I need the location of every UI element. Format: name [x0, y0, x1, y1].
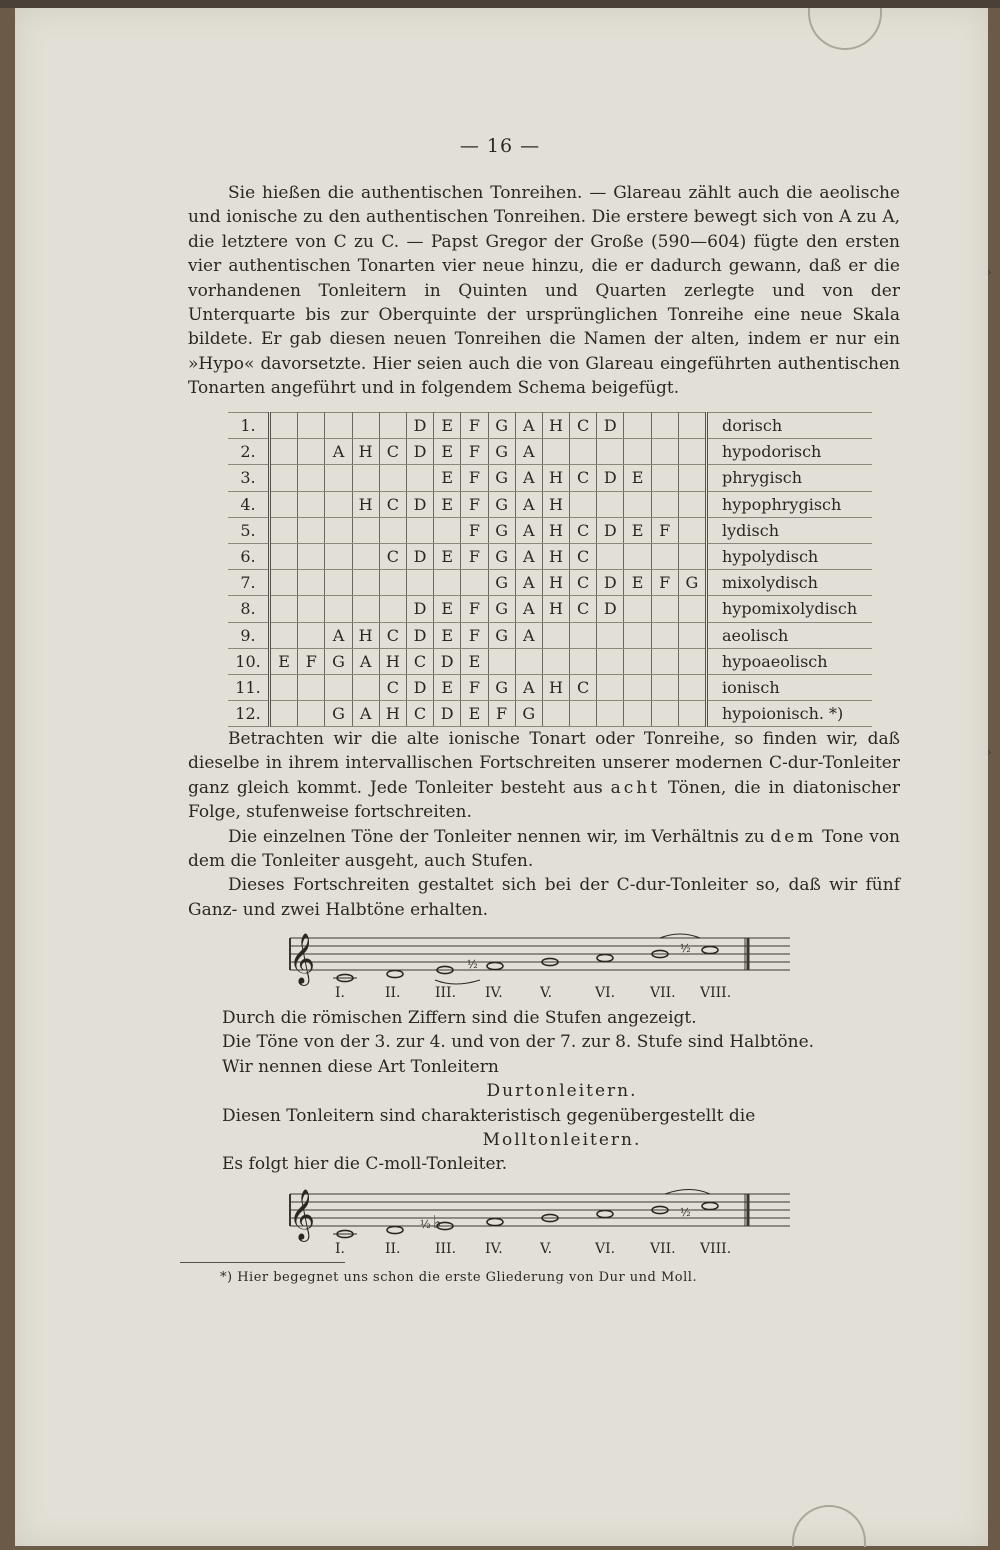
mode-note-cell — [624, 543, 651, 569]
mode-note-cell: C — [379, 543, 406, 569]
mode-number: 10. — [228, 648, 270, 674]
mode-note-cell — [624, 701, 651, 727]
scale-degree-label: VII. — [650, 1241, 676, 1257]
mode-note-cell: F — [461, 465, 488, 491]
scale-degree-label: VIII. — [700, 1241, 732, 1257]
whole-note — [702, 1202, 718, 1209]
mode-row — [228, 674, 872, 700]
scale-degree-label: VIII. — [700, 985, 732, 1001]
mode-note-cell — [542, 648, 569, 674]
mode-name: hypolydisch — [707, 543, 873, 569]
mode-name: mixolydisch — [707, 570, 873, 596]
whole-note — [387, 1226, 403, 1233]
mode-note-cell — [570, 439, 597, 465]
mode-note-cell: C — [406, 648, 433, 674]
mode-note-cell — [678, 439, 706, 465]
mode-note-cell — [270, 517, 298, 543]
mode-note-cell — [651, 491, 678, 517]
paragraph-3-a: Die einzelnen Töne der Tonleiter nennen wir, im Verhältnis zu — [228, 826, 765, 847]
mode-note-cell: A — [325, 622, 352, 648]
paragraph-1: Sie hießen die authentischen Tonreihen. — Glareau zählt auch die aeolische und ionische zu den authentischen Tonreihen. Die erstere bewegt sich von A zu A, die letztere von C zu C. — Papst Gregor der Große (590—604) fügte den ersten vier authentischen Tonarten vier neue hinzu, die er dadurch gewann, daß er die vorhandenen Tonleitern in Quinten und Quarten zerlegte und von der Unterquarte bis zur Oberquinte der ursprünglichen Tonreihe eine neue Skala bildete. Er gab diesen neuen Tonreihen die Namen der alten, indem er nur ein »Hypo« davorsetzte. Hier seien auch die von Glareau eingeführten authentischen Tonarten angeführt und in folgendem Schema beigefügt. — [188, 183, 900, 399]
mode-note-cell — [352, 543, 379, 569]
mode-note-cell: A — [515, 622, 542, 648]
paragraph-block-3 — [222, 1006, 902, 1177]
scale-degree-label: II. — [385, 985, 401, 1001]
mode-note-cell: G — [515, 701, 542, 727]
mode-note-cell: E — [434, 491, 461, 517]
mode-note-cell — [597, 491, 624, 517]
mode-note-cell: D — [406, 413, 433, 439]
mode-note-cell: C — [406, 701, 433, 727]
mode-note-cell: D — [434, 648, 461, 674]
footnote: *) Hier begegnet uns schon die erste Gliederung von Dur und Moll. — [220, 1270, 698, 1285]
mode-note-cell: D — [597, 570, 624, 596]
mode-row — [228, 570, 872, 596]
mode-number: 12. — [228, 701, 270, 727]
mode-note-cell: H — [352, 491, 379, 517]
mode-note-cell — [298, 543, 325, 569]
mode-note-cell — [651, 701, 678, 727]
mode-note-cell: F — [651, 517, 678, 543]
mode-note-cell: G — [488, 439, 515, 465]
mode-name: hypodorisch — [707, 439, 873, 465]
mode-note-cell: D — [406, 439, 433, 465]
mode-note-cell: F — [461, 439, 488, 465]
paragraph-3 — [188, 825, 900, 874]
mode-note-cell: G — [488, 491, 515, 517]
mode-note-cell — [678, 622, 706, 648]
mode-note-cell — [352, 465, 379, 491]
mode-note-cell: D — [406, 622, 433, 648]
mode-number: 7. — [228, 570, 270, 596]
whole-note — [702, 946, 718, 953]
mode-row — [228, 648, 872, 674]
mode-note-cell — [298, 465, 325, 491]
scale-degree-label: VI. — [595, 1241, 616, 1257]
mode-note-cell — [434, 517, 461, 543]
footnote-rule — [180, 1262, 345, 1263]
mode-note-cell: D — [406, 491, 433, 517]
mode-note-cell: G — [488, 465, 515, 491]
mode-note-cell — [434, 570, 461, 596]
mode-note-cell: E — [624, 517, 651, 543]
mode-note-cell: F — [461, 413, 488, 439]
paragraph-intro — [188, 181, 900, 401]
mode-name: hypoaeolisch — [707, 648, 873, 674]
half-step-mark: ½ — [467, 958, 478, 971]
whole-note — [487, 1218, 503, 1225]
mode-note-cell — [325, 674, 352, 700]
mode-row — [228, 622, 872, 648]
mode-note-cell: E — [434, 596, 461, 622]
mode-note-cell — [325, 465, 352, 491]
mode-note-cell — [570, 648, 597, 674]
line-roman: Durch die römischen Ziffern sind die Stufen angezeigt. — [222, 1008, 697, 1028]
mode-note-cell: H — [379, 701, 406, 727]
half-step-mark: ½ — [420, 1218, 431, 1231]
mode-note-cell — [624, 648, 651, 674]
mode-number: 9. — [228, 622, 270, 648]
mode-note-cell: F — [488, 701, 515, 727]
mode-note-cell: E — [434, 465, 461, 491]
treble-clef-icon: 𝄞 — [289, 1189, 316, 1240]
mode-note-cell: A — [515, 465, 542, 491]
mode-note-cell: C — [570, 570, 597, 596]
mode-note-cell — [570, 491, 597, 517]
mode-row — [228, 596, 872, 622]
mode-note-cell — [379, 413, 406, 439]
mode-note-cell: F — [461, 596, 488, 622]
line-diesen: Diesen Tonleitern sind charakteristisch gegenübergestellt die — [222, 1105, 756, 1126]
mode-note-cell: E — [624, 465, 651, 491]
mode-note-cell — [298, 701, 325, 727]
mode-note-cell — [270, 491, 298, 517]
mode-row — [228, 465, 872, 491]
line-c-moll: Es folgt hier die C-moll-Tonleiter. — [222, 1154, 508, 1175]
mode-note-cell: D — [597, 517, 624, 543]
mode-note-cell — [678, 674, 706, 700]
mode-name: hypomixolydisch — [707, 596, 873, 622]
whole-note — [597, 1210, 613, 1217]
mode-note-cell — [298, 517, 325, 543]
mode-note-cell — [298, 413, 325, 439]
mode-note-cell: F — [461, 543, 488, 569]
mode-note-cell: E — [434, 622, 461, 648]
mode-note-cell: C — [570, 413, 597, 439]
scale-degree-label: I. — [335, 985, 345, 1001]
mode-note-cell: A — [352, 648, 379, 674]
mode-note-cell: H — [352, 439, 379, 465]
paragraph-3-spaced-word: dem — [770, 826, 817, 847]
book-edge — [0, 0, 1000, 8]
mode-note-cell: A — [515, 674, 542, 700]
mode-note-cell: G — [488, 413, 515, 439]
heading-durtonleitern: Durtonleitern. — [486, 1081, 638, 1102]
mode-note-cell: D — [406, 674, 433, 700]
mode-note-cell — [678, 648, 706, 674]
mode-note-cell: G — [488, 517, 515, 543]
mode-name: aeolisch — [707, 622, 873, 648]
mode-note-cell: A — [515, 413, 542, 439]
mode-table — [228, 412, 872, 727]
mode-note-cell — [488, 648, 515, 674]
mode-note-cell — [270, 622, 298, 648]
mode-note-cell: F — [298, 648, 325, 674]
mode-note-cell — [570, 622, 597, 648]
mode-note-cell — [542, 701, 569, 727]
paragraph-2-spaced-word: acht — [610, 777, 661, 798]
mode-note-cell — [325, 491, 352, 517]
mode-name: phrygisch — [707, 465, 873, 491]
mode-note-cell — [352, 413, 379, 439]
mode-note-cell: H — [542, 570, 569, 596]
mode-note-cell: C — [570, 517, 597, 543]
scale-degree-label: I. — [335, 1241, 345, 1257]
mode-row — [228, 543, 872, 569]
half-step-mark: ½ — [680, 942, 691, 955]
mode-note-cell: E — [461, 648, 488, 674]
mode-note-cell: F — [461, 517, 488, 543]
mode-note-cell: D — [597, 465, 624, 491]
mode-note-cell: E — [434, 439, 461, 465]
mode-note-cell — [542, 439, 569, 465]
whole-note — [387, 970, 403, 977]
mode-note-cell: E — [624, 570, 651, 596]
mode-note-cell: E — [434, 543, 461, 569]
mode-note-cell — [325, 596, 352, 622]
mode-row — [228, 701, 872, 727]
mode-note-cell: A — [515, 439, 542, 465]
mode-note-cell: H — [379, 648, 406, 674]
mode-note-cell: C — [570, 465, 597, 491]
mode-note-cell — [624, 622, 651, 648]
mode-note-cell — [298, 674, 325, 700]
mode-note-cell: C — [570, 596, 597, 622]
mode-note-cell — [270, 570, 298, 596]
paragraph-4: Dieses Fortschreiten gestaltet sich bei der C-dur-Tonleiter so, daß wir fünf Ganz- und zwei Halbtöne erhalten. — [188, 875, 900, 920]
mode-note-cell — [624, 674, 651, 700]
page-number: — 16 — — [459, 135, 541, 157]
flat-icon: ♭ — [433, 1212, 442, 1233]
mode-number: 11. — [228, 674, 270, 700]
paragraph-2-text: Betrachten wir die alte ionische Tonart oder Tonreihe, so finden wir, daß dieselbe in ihrem intervallischen Fortschreiten unserer modernen C-dur-Tonleiter ganz gleich kommt. Jede Tonleiter besteht aus — [188, 729, 900, 798]
half-step-mark: ½ — [680, 1206, 691, 1219]
mode-note-cell: H — [542, 674, 569, 700]
mode-note-cell — [542, 622, 569, 648]
mode-note-cell: A — [515, 517, 542, 543]
mode-note-cell: A — [515, 570, 542, 596]
mode-row — [228, 491, 872, 517]
margin-mark: › — [987, 745, 992, 759]
mode-note-cell: A — [515, 543, 542, 569]
whole-note — [597, 954, 613, 961]
scale-degree-label: IV. — [485, 1241, 503, 1257]
mode-number: 3. — [228, 465, 270, 491]
scale-degree-label: III. — [435, 985, 457, 1001]
mode-note-cell — [678, 596, 706, 622]
mode-note-cell — [379, 570, 406, 596]
treble-clef-icon: 𝄞 — [289, 933, 316, 984]
mode-note-cell — [597, 648, 624, 674]
mode-note-cell: C — [379, 439, 406, 465]
mode-note-cell: G — [325, 648, 352, 674]
mode-name: hypophrygisch — [707, 491, 873, 517]
scale-degree-label: V. — [540, 985, 553, 1001]
paragraph-2-end: Tönen, die in diatonischer Folge, stufenweise fortschreiten. — [188, 777, 901, 823]
scale-degree-label: IV. — [485, 985, 503, 1001]
mode-note-cell: F — [461, 674, 488, 700]
mode-row — [228, 439, 872, 465]
mode-number: 2. — [228, 439, 270, 465]
mode-note-cell — [570, 701, 597, 727]
mode-note-cell: H — [542, 596, 569, 622]
heading-molltonleitern: Molltonleitern. — [482, 1130, 642, 1151]
mode-note-cell: G — [488, 674, 515, 700]
mode-note-cell: D — [406, 543, 433, 569]
mode-number: 8. — [228, 596, 270, 622]
mode-number: 4. — [228, 491, 270, 517]
mode-note-cell — [678, 543, 706, 569]
mode-note-cell — [270, 413, 298, 439]
mode-note-cell — [597, 543, 624, 569]
mode-note-cell: H — [542, 465, 569, 491]
mode-number: 5. — [228, 517, 270, 543]
mode-note-cell — [651, 674, 678, 700]
mode-note-cell: D — [406, 596, 433, 622]
mode-number: 6. — [228, 543, 270, 569]
mode-note-cell — [597, 701, 624, 727]
mode-note-cell — [298, 622, 325, 648]
mode-note-cell: G — [488, 543, 515, 569]
scale-degree-label: V. — [540, 1241, 553, 1257]
mode-note-cell — [270, 465, 298, 491]
scale-degree-label: VI. — [595, 985, 616, 1001]
mode-note-cell — [270, 439, 298, 465]
scale-degree-label: VII. — [650, 985, 676, 1001]
line-tones: Die Töne von der 3. zur 4. und von der 7. zur 8. Stufe sind Halbtöne. — [222, 1032, 815, 1053]
mode-note-cell — [651, 465, 678, 491]
scale-degree-label: II. — [385, 1241, 401, 1257]
mode-note-cell: E — [434, 674, 461, 700]
mode-name: hypoionisch. *) — [707, 701, 873, 727]
mode-note-cell — [624, 491, 651, 517]
mode-name: lydisch — [707, 517, 873, 543]
mode-name: ionisch — [707, 674, 873, 700]
mode-row — [228, 517, 872, 543]
mode-note-cell: A — [515, 491, 542, 517]
mode-note-cell: A — [325, 439, 352, 465]
paragraph-2 — [188, 727, 900, 825]
mode-note-cell: A — [352, 701, 379, 727]
mode-note-cell — [406, 465, 433, 491]
mode-note-cell: D — [597, 596, 624, 622]
mode-note-cell — [325, 543, 352, 569]
mode-note-cell — [624, 413, 651, 439]
mode-note-cell — [651, 439, 678, 465]
mode-note-cell — [651, 622, 678, 648]
mode-note-cell — [678, 465, 706, 491]
mode-note-cell — [298, 570, 325, 596]
mode-note-cell: H — [542, 491, 569, 517]
mode-note-cell — [651, 413, 678, 439]
mode-note-cell: A — [515, 596, 542, 622]
paragraph-3-b: Tone von dem die Tonleiter ausgeht, auch Stufen. — [188, 826, 900, 872]
whole-note — [487, 962, 503, 969]
mode-note-cell: H — [542, 413, 569, 439]
mode-note-cell — [678, 517, 706, 543]
mode-note-cell: G — [678, 570, 706, 596]
mode-note-cell: C — [570, 543, 597, 569]
mode-note-cell — [270, 596, 298, 622]
mode-note-cell — [325, 413, 352, 439]
mode-note-cell — [678, 701, 706, 727]
mode-note-cell: G — [488, 570, 515, 596]
mode-note-cell: C — [379, 674, 406, 700]
mode-note-cell — [298, 596, 325, 622]
mode-note-cell — [678, 413, 706, 439]
mode-note-cell — [461, 570, 488, 596]
mode-note-cell — [325, 570, 352, 596]
mode-name: dorisch — [707, 413, 873, 439]
mode-note-cell — [597, 674, 624, 700]
mode-note-cell — [325, 517, 352, 543]
paragraph-block-2 — [188, 727, 900, 922]
mode-note-cell — [651, 543, 678, 569]
mode-row — [228, 413, 872, 439]
mode-note-cell: H — [542, 517, 569, 543]
mode-note-cell: C — [570, 674, 597, 700]
mode-note-cell — [298, 439, 325, 465]
mode-note-cell: G — [488, 596, 515, 622]
mode-note-cell — [678, 491, 706, 517]
mode-note-cell: D — [597, 413, 624, 439]
mode-note-cell — [597, 622, 624, 648]
mode-note-cell — [651, 648, 678, 674]
mode-note-cell — [352, 674, 379, 700]
mode-note-cell — [597, 439, 624, 465]
mode-number: 1. — [228, 413, 270, 439]
mode-note-cell: G — [488, 622, 515, 648]
mode-note-cell — [379, 517, 406, 543]
scale-degree-label: III. — [435, 1241, 457, 1257]
mode-note-cell — [352, 570, 379, 596]
mode-note-cell — [270, 543, 298, 569]
mode-note-cell: C — [379, 491, 406, 517]
mode-note-cell: E — [461, 701, 488, 727]
mode-note-cell — [352, 596, 379, 622]
mode-note-cell — [270, 674, 298, 700]
mode-note-cell — [624, 439, 651, 465]
mode-note-cell: H — [352, 622, 379, 648]
mode-note-cell: D — [434, 701, 461, 727]
mode-note-cell — [406, 570, 433, 596]
mode-note-cell — [379, 465, 406, 491]
mode-note-cell — [651, 596, 678, 622]
mode-note-cell — [379, 596, 406, 622]
mode-note-cell: F — [461, 491, 488, 517]
margin-mark: › — [987, 265, 992, 279]
mode-note-cell — [406, 517, 433, 543]
line-wir: Wir nennen diese Art Tonleitern — [222, 1056, 499, 1077]
mode-note-cell: F — [651, 570, 678, 596]
mode-note-cell — [270, 701, 298, 727]
mode-note-cell: E — [270, 648, 298, 674]
mode-note-cell — [515, 648, 542, 674]
mode-note-cell — [352, 517, 379, 543]
mode-note-cell: C — [379, 622, 406, 648]
mode-note-cell: F — [461, 622, 488, 648]
mode-note-cell — [298, 491, 325, 517]
mode-note-cell: H — [542, 543, 569, 569]
mode-note-cell — [624, 596, 651, 622]
mode-note-cell: G — [325, 701, 352, 727]
mode-note-cell: E — [434, 413, 461, 439]
